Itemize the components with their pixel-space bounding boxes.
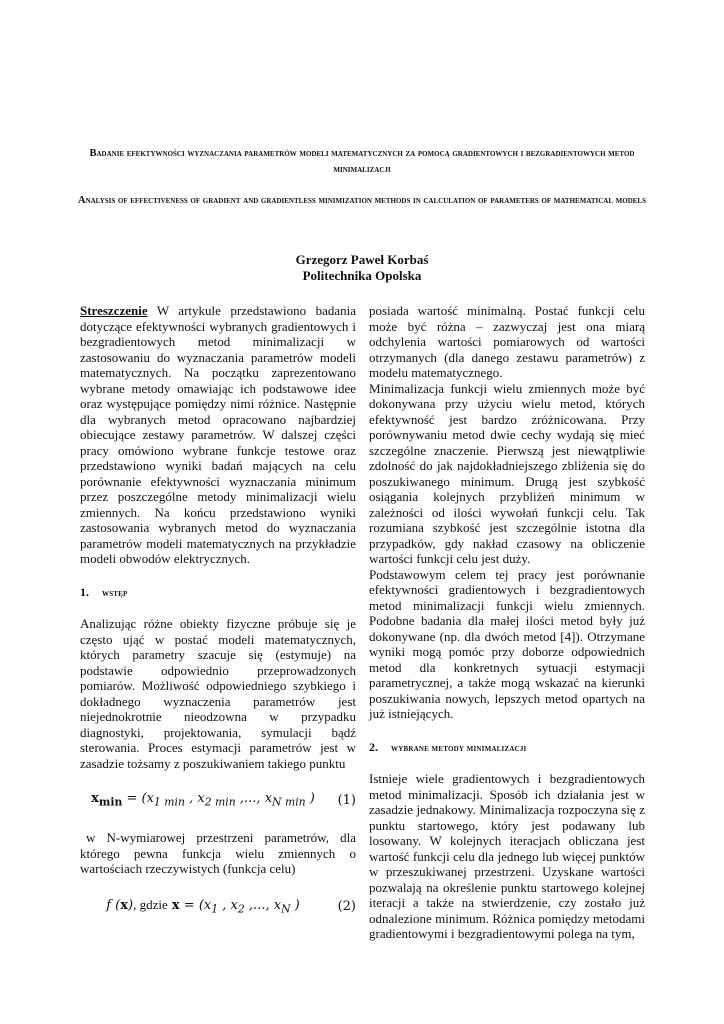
equation-2-number: (2) [337, 898, 356, 914]
equation-2-word: , gdzie [133, 896, 168, 912]
section-title: wstęp [102, 588, 128, 599]
left-column [80, 303, 356, 937]
author-name: Grzegorz Paweł Korbaś [295, 252, 429, 267]
section-heading-1 [80, 585, 356, 603]
abstract-text: W artykule przedstawiono badania dotyczące efektywności wybranych gradientowych i bezgradientowych metod minimalizacji w zastosowaniu do wyznaczania parametrów modeli matematycznych. Na początku zaprezentowano wybrane metody omawiając ich podstawowe idee oraz występujące pomiędzy nimi różnice. Następnie dla wybranych metod opracowano najbardziej obiecujące zestawy parametrów. W dalszej części pracy omówiono wybrane funkcje testowe oraz przedstawiono wyniki badań mających na celu porównanie efektywności wyznaczania minimum przez poszczególne metody minimalizacji wielu zmiennych. Na końcu przedstawiono wyniki zastosowania wybranych metod do wyznaczania parametrów modeli matematycznych na przykładzie modeli obwodów elektrycznych. [80, 303, 356, 566]
intro-paragraph: Analizując różne obiekty fizyczne próbuje się je często ująć w postać modeli matematycznych, których parametry szacuje się (estymuje) na podstawie odpowiednio przeprowadzonych pomiarów. Możliwość odpowiedniego szybkiego i dokładnego wyznaczenia parametrów jest niejednokrotnie nieodzowna w przypadku diagnostyki, projektowania, symulacji bądź sterowania. Proces estymacji parametrów jest w zasadzie tożsamy z poszukiwaniem takiego punktu [80, 616, 356, 771]
equation-1 [80, 791, 356, 810]
paragraph-methods: Istnieje wiele gradientowych i bezgradientowych metod minimalizacji. Sposób ich działania jest w zasadzie jednakowy. Minimalizacja rozpoczyna się z punktu startowego, który jest podawany lub losowany. W kolejnych iteracjach obliczana jest wartość funkcji celu dla jednego lub więcej punktów w przeszukiwanej przestrzeni. Uzyskane wartości pozwalają na określenie punktu startowego kolejnej iteracji a także na stwierdzenie, czy zostało już odnalezione minimum. Różnica pomiędzy metodami gradientowymi i bezgradientowymi polega na tym, [369, 771, 645, 941]
equation-2-expression: f (x), gdzie $x = (x_1$ , $x_2$ ,..., $x_N$ ) [106, 896, 300, 916]
section-number: 1. [80, 584, 89, 599]
right-column [369, 303, 645, 942]
abstract [80, 303, 356, 567]
paragraph-objective-function: posiada wartość minimalną. Postać funkcji celu może być różna – zazwyczaj jest ona miarą odchylenia wartości pomiarowych od wartości otrzymanych (dla danego zestawu parametrów) z modelu matematycznego. [369, 303, 645, 380]
section-heading-2 [369, 740, 645, 758]
after-equation-paragraph: w N-wymiarowej przestrzeni parametrów, dla którego pewna funkcja wielu zmiennych o wartościach rzeczywistych (funkcja celu) [80, 830, 356, 877]
equation-2 [80, 897, 356, 917]
paragraph-goal: Podstawowym celem tej pracy jest porównanie efektywności gradientowych i bezgradientowych metod minimalizacji funkcji wielu zmiennych. Podobne badania dla małej ilości metod były już dokonywane (np. dla dwóch metod [4]). Otrzymane wyniki mogą pomóc przy doborze odpowiednich metod dla konkretnych sytuacji estymacji parametrycznej, a także mogą wskazać na kierunki poszukiwania nowych, lepszych metod opartych na już istniejących. [369, 566, 645, 721]
title-polish: Badanie efektywności wyznaczania parametrów modeli matematycznych za pomocą gradientowych i bezgradientowych metod minimalizacji [89, 148, 635, 175]
section-number: 2. [369, 739, 378, 754]
title-english: Analysis of effectiveness of gradient and gradientless minimization methods in calculation of parameters of mathematical models [77, 195, 646, 206]
abstract-keyword: Streszczenie [80, 303, 148, 318]
author-affiliation: Politechnika Opolska [302, 268, 422, 283]
author-block [70, 252, 654, 284]
paragraph-minimization: Minimalizacja funkcji wielu zmiennych może być dokonywana przy użyciu wielu metod, których efektywność jest bardzo zróżnicowana. Przy porównywaniu metod dwie cechy wydają się mieć szczególne znaczenie. Pierwszą jest niewątpliwie zdolność do jak najdokładniejszego zbliżenia się do poszukiwanego minimum. Drugą jest szybkość osiągania kolejnych przybliżeń minimum w zależności od ilości wywołań funkcji celu. Tak rozumiana szybkość jest szczególnie istotna dla przypadków, gdy nakład czasowy na obliczenie wartości funkcji celu jest duży. [369, 380, 645, 566]
equation-1-expression: $x_{min} = (x_{1 min}$ , $x_{2 min}$ ,..., $x_{N min}$ ) [91, 791, 315, 809]
equation-1-number: (1) [337, 792, 356, 808]
section-title: wybrane metody minimalizacji [391, 743, 527, 754]
